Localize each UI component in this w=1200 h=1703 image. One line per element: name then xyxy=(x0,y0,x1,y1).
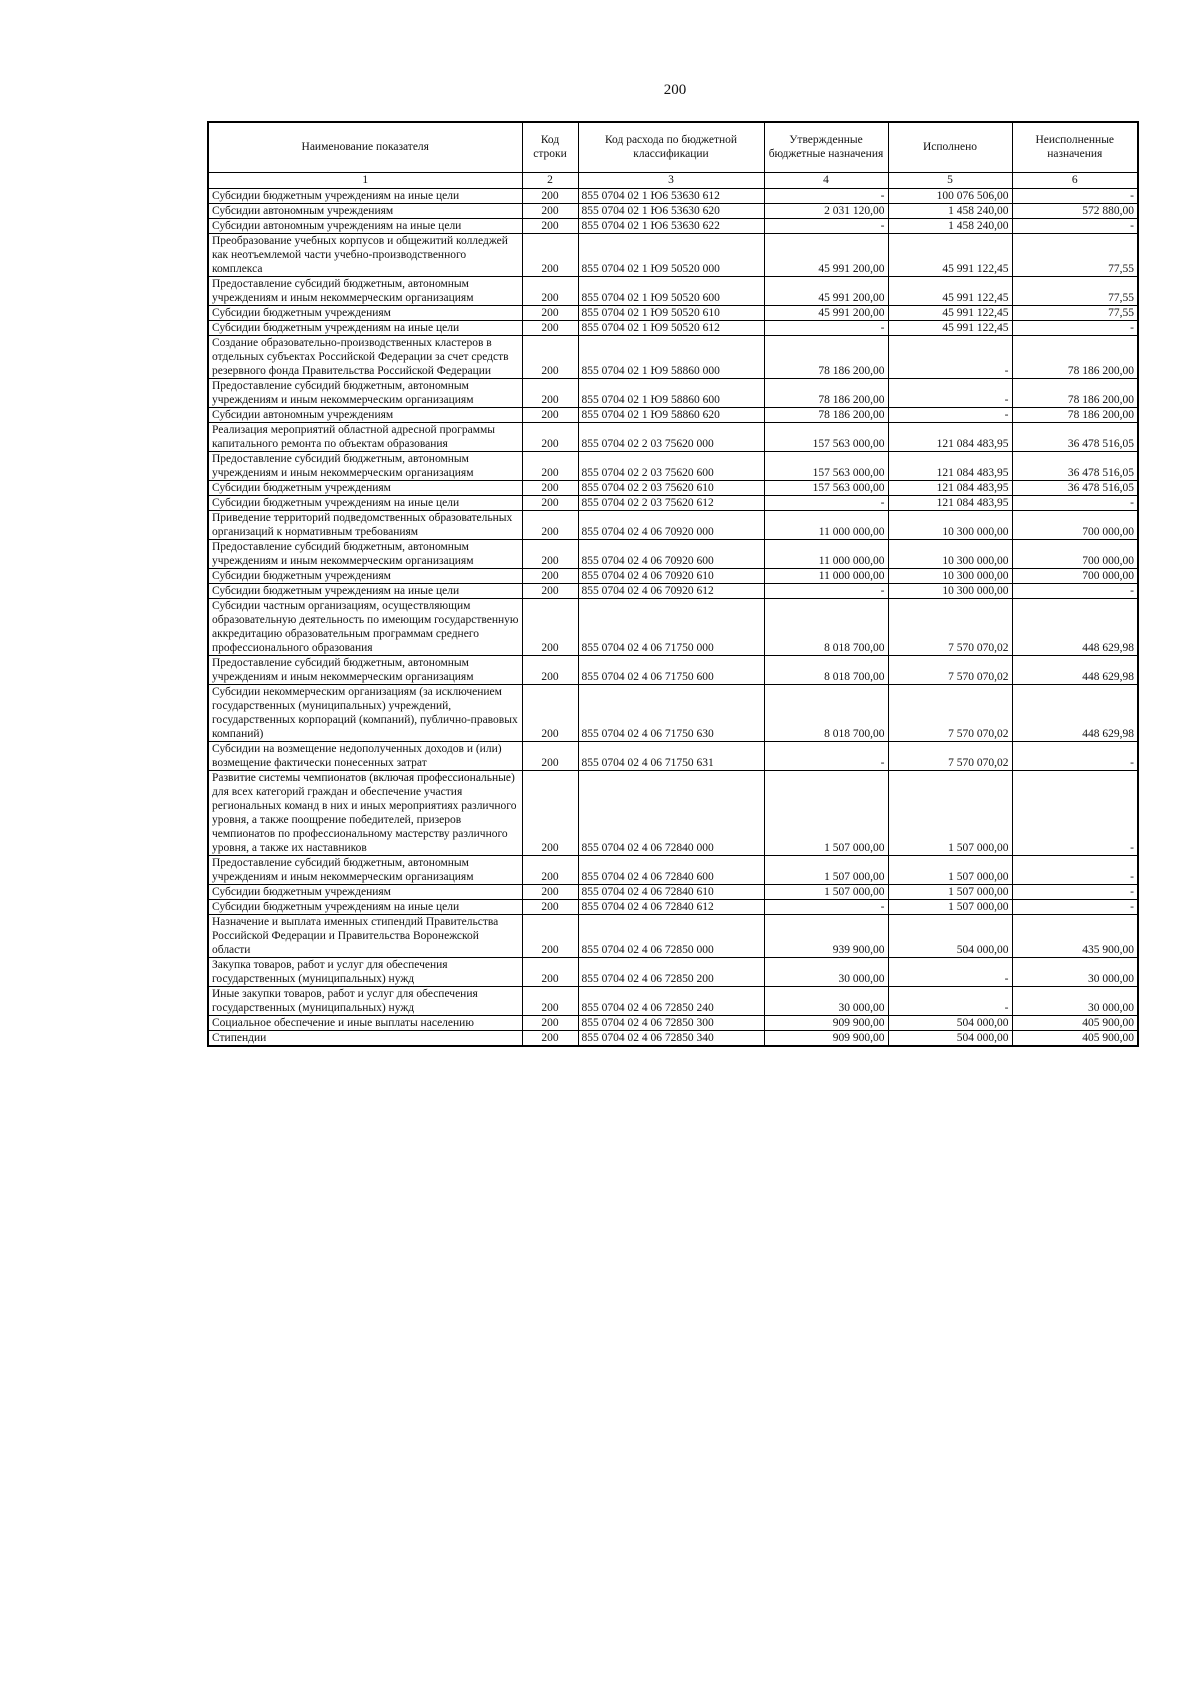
table-row xyxy=(208,320,1138,335)
cell-budget-code: 855 0704 02 4 06 72840 000 xyxy=(578,770,764,855)
cell-line-code: 200 xyxy=(522,495,578,510)
cell-unexecuted: - xyxy=(1012,884,1138,899)
table-row xyxy=(208,568,1138,583)
cell-approved: - xyxy=(764,741,888,770)
cell-approved: 1 507 000,00 xyxy=(764,884,888,899)
cell-unexecuted: 448 629,98 xyxy=(1012,598,1138,655)
cell-budget-code: 855 0704 02 1 Ю9 58860 620 xyxy=(578,407,764,422)
cell-budget-code: 855 0704 02 1 Ю9 50520 610 xyxy=(578,305,764,320)
column-number: 1 xyxy=(208,172,522,188)
table-row xyxy=(208,495,1138,510)
cell-approved: - xyxy=(764,899,888,914)
cell-approved: 45 991 200,00 xyxy=(764,305,888,320)
cell-name: Субсидии бюджетным учреждениям на иные цели xyxy=(208,899,522,914)
cell-executed: - xyxy=(888,986,1012,1015)
cell-budget-code: 855 0704 02 4 06 70920 000 xyxy=(578,510,764,539)
cell-budget-code: 855 0704 02 4 06 72850 340 xyxy=(578,1030,764,1046)
cell-approved: 157 563 000,00 xyxy=(764,480,888,495)
cell-approved: 8 018 700,00 xyxy=(764,655,888,684)
cell-name: Субсидии бюджетным учреждениям xyxy=(208,480,522,495)
cell-unexecuted: 700 000,00 xyxy=(1012,539,1138,568)
cell-name: Предоставление субсидий бюджетным, автономным учреждениям и иным некоммерческим организациям xyxy=(208,378,522,407)
cell-budget-code: 855 0704 02 4 06 72840 610 xyxy=(578,884,764,899)
column-number-row xyxy=(208,172,1138,188)
header-budget-code: Код расхода по бюджетной классификации xyxy=(578,122,764,172)
cell-name: Создание образовательно-производственных кластеров в отдельных субъектах Российской Федерации за счет средств резервного фонда Правительства Российской Федерации xyxy=(208,335,522,378)
table-row xyxy=(208,583,1138,598)
cell-approved: 45 991 200,00 xyxy=(764,233,888,276)
cell-budget-code: 855 0704 02 1 Ю9 50520 612 xyxy=(578,320,764,335)
cell-executed: 504 000,00 xyxy=(888,1015,1012,1030)
cell-executed: 121 084 483,95 xyxy=(888,422,1012,451)
cell-unexecuted: 36 478 516,05 xyxy=(1012,422,1138,451)
table-row xyxy=(208,188,1138,203)
table-body xyxy=(208,188,1138,1046)
cell-unexecuted: 77,55 xyxy=(1012,233,1138,276)
table-row xyxy=(208,1030,1138,1046)
cell-approved: 157 563 000,00 xyxy=(764,422,888,451)
cell-line-code: 200 xyxy=(522,655,578,684)
cell-executed: 1 507 000,00 xyxy=(888,770,1012,855)
table-row xyxy=(208,218,1138,233)
cell-approved: - xyxy=(764,320,888,335)
cell-name: Субсидии бюджетным учреждениям на иные цели xyxy=(208,495,522,510)
table-row xyxy=(208,855,1138,884)
cell-unexecuted: - xyxy=(1012,495,1138,510)
cell-line-code: 200 xyxy=(522,233,578,276)
cell-executed: 10 300 000,00 xyxy=(888,568,1012,583)
cell-name: Приведение территорий подведомственных образовательных организаций к нормативным требованиям xyxy=(208,510,522,539)
cell-name: Субсидии на возмещение недополученных доходов и (или) возмещение фактически понесенных затрат xyxy=(208,741,522,770)
cell-approved: - xyxy=(764,583,888,598)
cell-budget-code: 855 0704 02 4 06 70920 612 xyxy=(578,583,764,598)
cell-line-code: 200 xyxy=(522,203,578,218)
cell-unexecuted: - xyxy=(1012,770,1138,855)
cell-budget-code: 855 0704 02 4 06 72850 200 xyxy=(578,957,764,986)
cell-unexecuted: 77,55 xyxy=(1012,305,1138,320)
table-row xyxy=(208,986,1138,1015)
cell-line-code: 200 xyxy=(522,407,578,422)
cell-line-code: 200 xyxy=(522,335,578,378)
cell-executed: 7 570 070,02 xyxy=(888,655,1012,684)
cell-name: Субсидии автономным учреждениям на иные цели xyxy=(208,218,522,233)
cell-line-code: 200 xyxy=(522,986,578,1015)
cell-executed: 7 570 070,02 xyxy=(888,598,1012,655)
cell-budget-code: 855 0704 02 2 03 75620 610 xyxy=(578,480,764,495)
cell-line-code: 200 xyxy=(522,884,578,899)
cell-line-code: 200 xyxy=(522,855,578,884)
cell-approved: 11 000 000,00 xyxy=(764,539,888,568)
cell-line-code: 200 xyxy=(522,451,578,480)
cell-executed: 45 991 122,45 xyxy=(888,276,1012,305)
column-number: 3 xyxy=(578,172,764,188)
cell-line-code: 200 xyxy=(522,568,578,583)
cell-approved: - xyxy=(764,218,888,233)
table-row xyxy=(208,899,1138,914)
cell-name: Предоставление субсидий бюджетным, автономным учреждениям и иным некоммерческим организациям xyxy=(208,276,522,305)
cell-approved: 78 186 200,00 xyxy=(764,407,888,422)
cell-unexecuted: 77,55 xyxy=(1012,276,1138,305)
cell-unexecuted: 700 000,00 xyxy=(1012,510,1138,539)
cell-approved: - xyxy=(764,495,888,510)
cell-budget-code: 855 0704 02 4 06 71750 630 xyxy=(578,684,764,741)
cell-line-code: 200 xyxy=(522,188,578,203)
cell-executed: 10 300 000,00 xyxy=(888,583,1012,598)
cell-budget-code: 855 0704 02 1 Ю9 50520 600 xyxy=(578,276,764,305)
cell-unexecuted: - xyxy=(1012,899,1138,914)
cell-line-code: 200 xyxy=(522,741,578,770)
table-row xyxy=(208,305,1138,320)
cell-approved: 78 186 200,00 xyxy=(764,335,888,378)
cell-budget-code: 855 0704 02 4 06 71750 631 xyxy=(578,741,764,770)
cell-line-code: 200 xyxy=(522,684,578,741)
table-row xyxy=(208,233,1138,276)
cell-unexecuted: 405 900,00 xyxy=(1012,1030,1138,1046)
table-row xyxy=(208,480,1138,495)
cell-name: Развитие системы чемпионатов (включая профессиональные) для всех категорий граждан и обеспечение участия региональных команд в них и иных мероприятиях различного уровня, а также поощрение победителей, призеров чемпионатов по профессиональному мастерству различного уровня, а также их наставников xyxy=(208,770,522,855)
cell-line-code: 200 xyxy=(522,770,578,855)
table-row xyxy=(208,539,1138,568)
cell-approved: 8 018 700,00 xyxy=(764,598,888,655)
cell-approved: 30 000,00 xyxy=(764,986,888,1015)
cell-budget-code: 855 0704 02 4 06 71750 000 xyxy=(578,598,764,655)
cell-line-code: 200 xyxy=(522,914,578,957)
cell-budget-code: 855 0704 02 1 Ю9 50520 000 xyxy=(578,233,764,276)
cell-approved: - xyxy=(764,188,888,203)
cell-name: Субсидии бюджетным учреждениям на иные цели xyxy=(208,583,522,598)
cell-line-code: 200 xyxy=(522,422,578,451)
cell-unexecuted: 78 186 200,00 xyxy=(1012,335,1138,378)
cell-line-code: 200 xyxy=(522,957,578,986)
cell-unexecuted: 405 900,00 xyxy=(1012,1015,1138,1030)
budget-execution-table xyxy=(207,121,1139,1047)
cell-executed: 504 000,00 xyxy=(888,914,1012,957)
cell-budget-code: 855 0704 02 2 03 75620 600 xyxy=(578,451,764,480)
cell-name: Субсидии некоммерческим организациям (за исключением государственных (муниципальных) учреждений, государственных корпораций (компаний), публично-правовых компаний) xyxy=(208,684,522,741)
cell-approved: 909 900,00 xyxy=(764,1015,888,1030)
cell-approved: 2 031 120,00 xyxy=(764,203,888,218)
cell-approved: 8 018 700,00 xyxy=(764,684,888,741)
cell-executed: 504 000,00 xyxy=(888,1030,1012,1046)
cell-unexecuted: 700 000,00 xyxy=(1012,568,1138,583)
header-name: Наименование показателя xyxy=(208,122,522,172)
cell-line-code: 200 xyxy=(522,378,578,407)
cell-name: Иные закупки товаров, работ и услуг для обеспечения государственных (муниципальных) нужд xyxy=(208,986,522,1015)
cell-unexecuted: - xyxy=(1012,218,1138,233)
cell-name: Субсидии бюджетным учреждениям на иные цели xyxy=(208,188,522,203)
cell-name: Субсидии бюджетным учреждениям xyxy=(208,884,522,899)
cell-name: Социальное обеспечение и иные выплаты населению xyxy=(208,1015,522,1030)
cell-line-code: 200 xyxy=(522,276,578,305)
cell-executed: 100 076 506,00 xyxy=(888,188,1012,203)
cell-line-code: 200 xyxy=(522,899,578,914)
cell-executed: 45 991 122,45 xyxy=(888,305,1012,320)
cell-line-code: 200 xyxy=(522,480,578,495)
table-row xyxy=(208,335,1138,378)
cell-name: Предоставление субсидий бюджетным, автономным учреждениям и иным некоммерческим организациям xyxy=(208,451,522,480)
cell-budget-code: 855 0704 02 1 Ю6 53630 620 xyxy=(578,203,764,218)
cell-name: Предоставление субсидий бюджетным, автономным учреждениям и иным некоммерческим организациям xyxy=(208,539,522,568)
cell-name: Преобразование учебных корпусов и общежитий колледжей как неотъемлемой части учебно-производственного комплекса xyxy=(208,233,522,276)
cell-budget-code: 855 0704 02 4 06 71750 600 xyxy=(578,655,764,684)
cell-name: Предоставление субсидий бюджетным, автономным учреждениям и иным некоммерческим организациям xyxy=(208,855,522,884)
cell-budget-code: 855 0704 02 4 06 72840 600 xyxy=(578,855,764,884)
table-row xyxy=(208,451,1138,480)
page-number: 200 xyxy=(663,82,687,98)
table-row xyxy=(208,684,1138,741)
cell-unexecuted: 435 900,00 xyxy=(1012,914,1138,957)
cell-budget-code: 855 0704 02 1 Ю6 53630 622 xyxy=(578,218,764,233)
cell-budget-code: 855 0704 02 4 06 72840 612 xyxy=(578,899,764,914)
cell-executed: 1 507 000,00 xyxy=(888,899,1012,914)
cell-line-code: 200 xyxy=(522,583,578,598)
cell-budget-code: 855 0704 02 1 Ю9 58860 600 xyxy=(578,378,764,407)
table-row xyxy=(208,957,1138,986)
cell-executed: 121 084 483,95 xyxy=(888,495,1012,510)
cell-executed: 121 084 483,95 xyxy=(888,480,1012,495)
table-row xyxy=(208,276,1138,305)
cell-line-code: 200 xyxy=(522,510,578,539)
cell-budget-code: 855 0704 02 4 06 70920 610 xyxy=(578,568,764,583)
column-number: 2 xyxy=(522,172,578,188)
cell-unexecuted: 448 629,98 xyxy=(1012,655,1138,684)
cell-executed: - xyxy=(888,335,1012,378)
cell-line-code: 200 xyxy=(522,320,578,335)
cell-name: Назначение и выплата именных стипендий Правительства Российской Федерации и Правительства Воронежской области xyxy=(208,914,522,957)
cell-executed: 121 084 483,95 xyxy=(888,451,1012,480)
cell-unexecuted: - xyxy=(1012,741,1138,770)
header-approved: Утвержденные бюджетные назначения xyxy=(764,122,888,172)
cell-executed: 45 991 122,45 xyxy=(888,233,1012,276)
cell-unexecuted: - xyxy=(1012,855,1138,884)
cell-approved: 939 900,00 xyxy=(764,914,888,957)
cell-line-code: 200 xyxy=(522,539,578,568)
cell-line-code: 200 xyxy=(522,598,578,655)
table-row xyxy=(208,422,1138,451)
column-number: 4 xyxy=(764,172,888,188)
header-line-code: Код строки xyxy=(522,122,578,172)
cell-name: Стипендии xyxy=(208,1030,522,1046)
cell-line-code: 200 xyxy=(522,218,578,233)
cell-name: Предоставление субсидий бюджетным, автономным учреждениям и иным некоммерческим организациям xyxy=(208,655,522,684)
cell-approved: 45 991 200,00 xyxy=(764,276,888,305)
cell-executed: 7 570 070,02 xyxy=(888,741,1012,770)
cell-budget-code: 855 0704 02 4 06 72850 000 xyxy=(578,914,764,957)
cell-name: Субсидии бюджетным учреждениям на иные цели xyxy=(208,320,522,335)
table-row xyxy=(208,203,1138,218)
cell-name: Субсидии автономным учреждениям xyxy=(208,407,522,422)
cell-approved: 78 186 200,00 xyxy=(764,378,888,407)
cell-unexecuted: 36 478 516,05 xyxy=(1012,451,1138,480)
table-row xyxy=(208,741,1138,770)
cell-name: Субсидии автономным учреждениям xyxy=(208,203,522,218)
cell-executed: - xyxy=(888,378,1012,407)
cell-line-code: 200 xyxy=(522,1030,578,1046)
cell-unexecuted: 30 000,00 xyxy=(1012,986,1138,1015)
header-executed: Исполнено xyxy=(888,122,1012,172)
table-header-row xyxy=(208,122,1138,172)
cell-unexecuted: 30 000,00 xyxy=(1012,957,1138,986)
cell-approved: 157 563 000,00 xyxy=(764,451,888,480)
cell-unexecuted: 448 629,98 xyxy=(1012,684,1138,741)
cell-executed: 1 458 240,00 xyxy=(888,218,1012,233)
cell-unexecuted: 36 478 516,05 xyxy=(1012,480,1138,495)
cell-budget-code: 855 0704 02 4 06 70920 600 xyxy=(578,539,764,568)
cell-unexecuted: 78 186 200,00 xyxy=(1012,407,1138,422)
table-row xyxy=(208,510,1138,539)
cell-executed: 1 507 000,00 xyxy=(888,884,1012,899)
cell-approved: 1 507 000,00 xyxy=(764,770,888,855)
table-row xyxy=(208,1015,1138,1030)
cell-budget-code: 855 0704 02 4 06 72850 300 xyxy=(578,1015,764,1030)
table-row xyxy=(208,655,1138,684)
cell-name: Реализация мероприятий областной адресной программы капитального ремонта по объектам образования xyxy=(208,422,522,451)
cell-budget-code: 855 0704 02 4 06 72850 240 xyxy=(578,986,764,1015)
cell-executed: 7 570 070,02 xyxy=(888,684,1012,741)
column-number: 5 xyxy=(888,172,1012,188)
cell-name: Субсидии бюджетным учреждениям xyxy=(208,568,522,583)
cell-approved: 30 000,00 xyxy=(764,957,888,986)
table-row xyxy=(208,770,1138,855)
cell-name: Закупка товаров, работ и услуг для обеспечения государственных (муниципальных) нужд xyxy=(208,957,522,986)
cell-executed: - xyxy=(888,957,1012,986)
cell-approved: 11 000 000,00 xyxy=(764,568,888,583)
cell-name: Субсидии частным организациям, осуществляющим образовательную деятельность по имеющим государственную аккредитацию образовательным программам среднего профессионального образования xyxy=(208,598,522,655)
cell-executed: 10 300 000,00 xyxy=(888,539,1012,568)
table-row xyxy=(208,914,1138,957)
cell-unexecuted: 78 186 200,00 xyxy=(1012,378,1138,407)
header-unexecuted: Неисполненные назначения xyxy=(1012,122,1138,172)
table-row xyxy=(208,407,1138,422)
cell-budget-code: 855 0704 02 2 03 75620 612 xyxy=(578,495,764,510)
cell-unexecuted: 572 880,00 xyxy=(1012,203,1138,218)
cell-budget-code: 855 0704 02 1 Ю9 58860 000 xyxy=(578,335,764,378)
cell-approved: 11 000 000,00 xyxy=(764,510,888,539)
column-number: 6 xyxy=(1012,172,1138,188)
cell-name: Субсидии бюджетным учреждениям xyxy=(208,305,522,320)
cell-executed: 1 507 000,00 xyxy=(888,855,1012,884)
cell-unexecuted: - xyxy=(1012,320,1138,335)
table-row xyxy=(208,378,1138,407)
table-row xyxy=(208,884,1138,899)
cell-budget-code: 855 0704 02 1 Ю6 53630 612 xyxy=(578,188,764,203)
cell-line-code: 200 xyxy=(522,1015,578,1030)
cell-executed: 10 300 000,00 xyxy=(888,510,1012,539)
cell-unexecuted: - xyxy=(1012,583,1138,598)
cell-approved: 1 507 000,00 xyxy=(764,855,888,884)
cell-approved: 909 900,00 xyxy=(764,1030,888,1046)
cell-unexecuted: - xyxy=(1012,188,1138,203)
cell-executed: 45 991 122,45 xyxy=(888,320,1012,335)
cell-budget-code: 855 0704 02 2 03 75620 000 xyxy=(578,422,764,451)
cell-line-code: 200 xyxy=(522,305,578,320)
table-row xyxy=(208,598,1138,655)
cell-executed: - xyxy=(888,407,1012,422)
cell-executed: 1 458 240,00 xyxy=(888,203,1012,218)
